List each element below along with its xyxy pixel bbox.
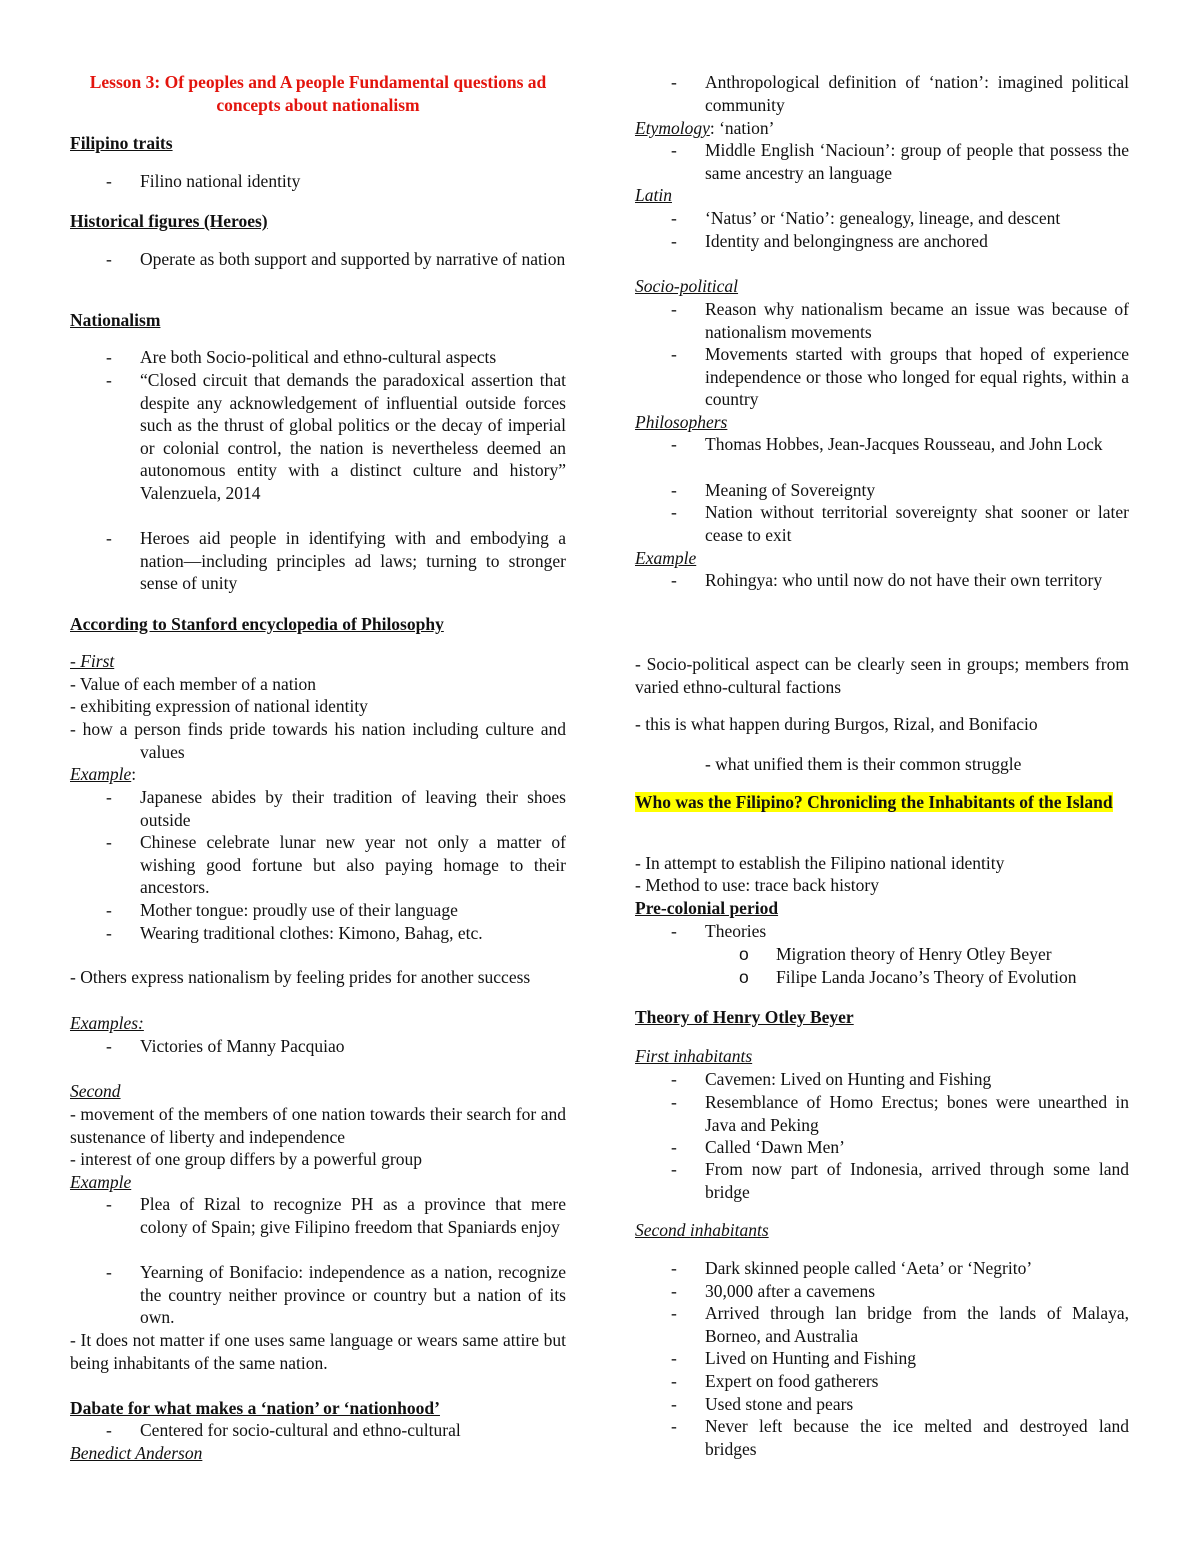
list-item: - Rohingya: who until now do not have their own territory: [635, 569, 1129, 592]
example-label: Example: [70, 1172, 132, 1192]
list-item: - Dark skinned people called ‘Aeta’ or ‘Negrito’: [635, 1257, 1129, 1280]
anderson-label: Benedict Anderson: [70, 1443, 203, 1463]
list-item: - Theories: [635, 920, 1129, 943]
list-item: - Lived on Hunting and Fishing: [635, 1347, 1129, 1370]
heading-beyer: Theory of Henry Otley Beyer: [635, 1007, 854, 1027]
heading-who-was-filipino: Who was the Filipino? Chronicling the Inhabitants of the Island: [635, 792, 1113, 812]
list-item: - Meaning of Sovereignty: [635, 479, 1129, 502]
second-inhabitants-label: Second inhabitants: [635, 1220, 769, 1240]
list-item: - Anthropological definition of ‘nation’: imagined political community: [635, 71, 1129, 116]
text-line: - Socio-political aspect can be clearly seen in groups; members from varied ethno-cultural factions: [635, 654, 1129, 697]
text-line: - this is what happen during Burgos, Rizal, and Bonifacio: [635, 714, 1038, 734]
list-item: - Victories of Manny Pacquiao: [70, 1035, 566, 1058]
list-item: o Migration theory of Henry Otley Beyer: [635, 943, 1129, 966]
list-item: - Centered for socio-cultural and ethno-cultural: [70, 1419, 566, 1442]
lesson-title: Lesson 3: Of peoples and A people Fundamental questions ad concepts about nationalism: [89, 72, 547, 115]
text-line: - Value of each member of a nation: [70, 674, 317, 694]
list-item: - Japanese abides by their tradition of leaving their shoes outside: [70, 786, 566, 831]
list-item: - Heroes aid people in identifying with and embodying a nation—including principles ad laws; turning to stronger sense of unity: [70, 527, 566, 595]
text-line: - exhibiting expression of national identity: [70, 696, 368, 716]
list-item: o Filipe Landa Jocano’s Theory of Evolution: [635, 966, 1129, 989]
heading-stanford: According to Stanford encyclopedia of Philosophy: [70, 614, 444, 634]
text-line: - Others express nationalism by feeling prides for another success: [70, 967, 531, 987]
list-item: - Thomas Hobbes, Jean-Jacques Rousseau, and John Lock: [635, 433, 1129, 456]
first-inhabitants-label: First inhabitants: [635, 1046, 753, 1066]
example-label: Example: [635, 548, 697, 568]
list-item: - From now part of Indonesia, arrived through some land bridge: [635, 1158, 1129, 1203]
text-line: - It does not matter if one uses same language or wears same attire but being inhabitants of the same nation.: [70, 1330, 566, 1373]
text-line: - movement of the members of one nation towards their search for and sustenance of liberty and independence: [70, 1104, 566, 1147]
text-line: - how a person finds pride towards his nation including culture and values: [70, 719, 566, 762]
list-item: - Mother tongue: proudly use of their language: [70, 899, 566, 922]
list-item: - “Closed circuit that demands the paradoxical assertion that despite any acknowledgement of influential outside forces such as the thrust of global politics or the decay of imperial or colonial control, the nation is nevertheless deemed an autonomous entity with a distinct culture and history” Valenzuela, 2014: [70, 369, 566, 505]
list-item: - Resemblance of Homo Erectus; bones were unearthed in Java and Peking: [635, 1091, 1129, 1136]
list-item: - Middle English ‘Nacioun’: group of people that possess the same ancestry an language: [635, 139, 1129, 184]
list-item: - Reason why nationalism became an issue was because of nationalism movements: [635, 298, 1129, 343]
philosophers-label: Philosophers: [635, 412, 728, 432]
heading-filipino-traits: Filipino traits: [70, 133, 173, 153]
list-item: - ‘Natus’ or ‘Natio’: genealogy, lineage, and descent: [635, 207, 1129, 230]
text-line: - Method to use: trace back history: [635, 875, 879, 895]
list-item: - Movements started with groups that hoped of experience independence or those who longed for equal rights, within a country: [635, 343, 1129, 411]
list-item: - Never left because the ice melted and destroyed land bridges: [635, 1415, 1129, 1460]
list-item: - Filino national identity: [70, 170, 566, 193]
list-item: - Identity and belongingness are anchored: [635, 230, 1129, 253]
list-item: - Nation without territorial sovereignty shat sooner or later cease to exit: [635, 501, 1129, 546]
list-item: - Expert on food gatherers: [635, 1370, 1129, 1393]
list-item: - Cavemen: Lived on Hunting and Fishing: [635, 1068, 1129, 1091]
second-label: Second: [70, 1081, 121, 1101]
list-item: - Used stone and pears: [635, 1393, 1129, 1416]
text-line: - what unified them is their common struggle: [705, 754, 1022, 774]
list-item: - Chinese celebrate lunar new year not only a matter of wishing good fortune but also paying homage to their ancestors.: [70, 831, 566, 899]
list-item: - Arrived through lan bridge from the lands of Malaya, Borneo, and Australia: [635, 1302, 1129, 1347]
sociopolitical-label: Socio-political: [635, 276, 739, 296]
heading-debate: Dabate for what makes a ‘nation’ or ‘nationhood’: [70, 1398, 440, 1418]
first-label: - First: [70, 651, 115, 671]
list-item: - Wearing traditional clothes: Kimono, Bahag, etc.: [70, 922, 566, 945]
text-line: - In attempt to establish the Filipino national identity: [635, 853, 1005, 873]
heading-nationalism: Nationalism: [70, 310, 161, 330]
examples-label: Examples:: [70, 1013, 144, 1033]
etymology-line: Etymology: ‘nation’: [635, 118, 775, 138]
list-item: - Are both Socio-political and ethno-cultural aspects: [70, 346, 566, 369]
example-label: Example:: [70, 764, 137, 784]
heading-precolonial: Pre-colonial period: [635, 898, 779, 918]
latin-label: Latin: [635, 185, 672, 205]
list-item: - Operate as both support and supported by narrative of nation: [70, 248, 566, 271]
list-item: - Yearning of Bonifacio: independence as a nation, recognize the country neither province or country but a nation of its own.: [70, 1261, 566, 1329]
list-item: - Called ‘Dawn Men’: [635, 1136, 1129, 1159]
list-item: - Plea of Rizal to recognize PH as a province that mere colony of Spain; give Filipino freedom that Spaniards enjoy: [70, 1193, 566, 1238]
text-line: - interest of one group differs by a powerful group: [70, 1149, 423, 1169]
heading-historical-figures: Historical figures (Heroes): [70, 211, 268, 231]
list-item: - 30,000 after a cavemens: [635, 1280, 1129, 1303]
